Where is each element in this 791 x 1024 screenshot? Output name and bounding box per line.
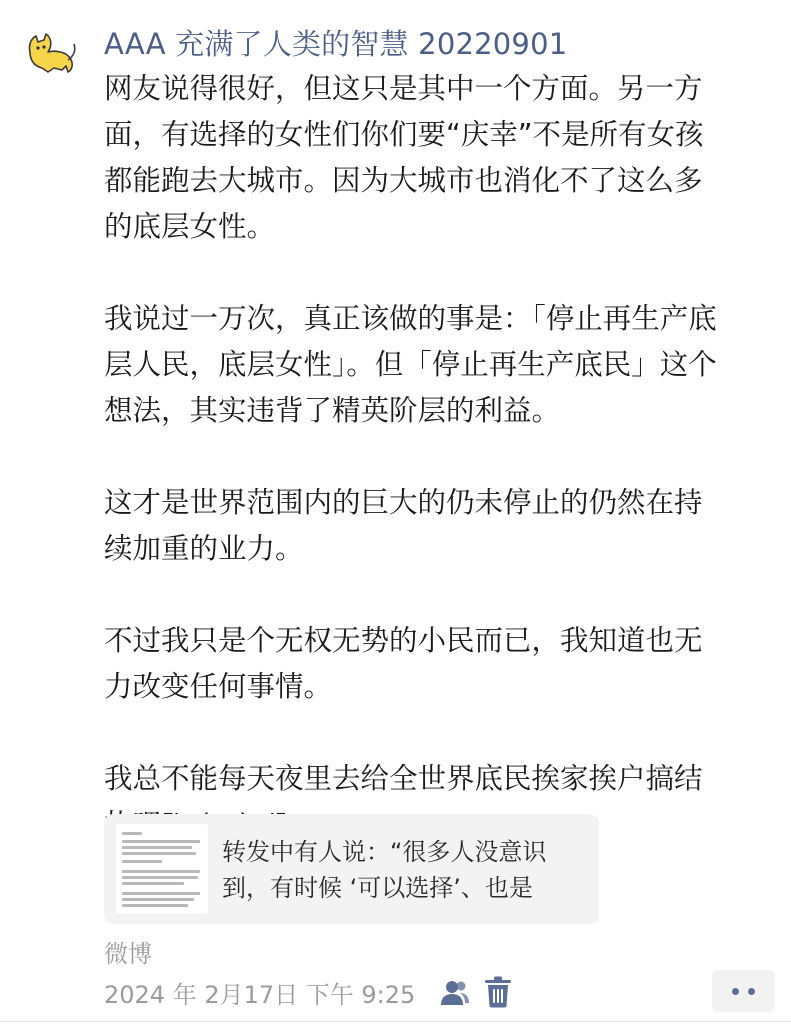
shared-text-line: 到，有时候 ‘可以选择’、也是	[222, 874, 533, 902]
divider	[0, 1021, 791, 1022]
more-options-icon	[732, 988, 739, 995]
post-timestamp: 2024 年 2月17日 下午 9:25	[104, 981, 416, 1009]
post-source: 微博	[104, 940, 152, 968]
shared-thumbnail	[116, 824, 208, 914]
person-visibility-icon[interactable]	[440, 978, 470, 1008]
paragraph	[104, 618, 780, 710]
shared-link-card[interactable]	[104, 814, 599, 924]
paragraph	[104, 480, 780, 572]
text-line: 力改变任何事情。	[104, 670, 333, 703]
text-line: 我说过一万次，真正该做的事是：「停止再生产底	[104, 302, 717, 335]
shared-text-line: 转发中有人说：“很多人没意识	[222, 838, 547, 866]
avatar[interactable]	[22, 30, 78, 78]
text-line: 面，有选择的女性们你们要“庆幸”不是所有女孩	[104, 118, 704, 151]
text-line: 这才是世界范围内的巨大的仍未停止的仍然在持	[104, 486, 703, 519]
paragraph	[104, 66, 780, 250]
text-line: 的底层女性。	[104, 210, 276, 243]
text-line: 不过我只是个无权无势的小民而已，我知道也无	[104, 624, 703, 657]
text-line: 我总不能每天夜里去给全世界底民挨家挨户搞结	[104, 762, 703, 795]
more-options-button[interactable]	[712, 970, 775, 1012]
text-line: 层人民，底层女性」。但「停止再生产底民」这个	[104, 348, 717, 381]
text-line: 想法，其实违背了精英阶层的利益。	[104, 394, 561, 427]
cat-avatar-icon	[22, 30, 78, 78]
more-options-dot	[748, 988, 755, 995]
text-line: 续加重的业力。	[104, 532, 304, 565]
shared-text	[222, 834, 592, 906]
post-content	[104, 66, 780, 848]
trash-icon[interactable]	[484, 976, 512, 1008]
author-name[interactable]: AAA 充满了人类的智慧 20220901	[104, 27, 568, 61]
text-line: 都能跑去大城市。因为大城市也消化不了这么多	[104, 164, 703, 197]
paragraph	[104, 296, 780, 434]
text-line: 网友说得很好，但这只是其中一个方面。另一方	[104, 72, 703, 105]
